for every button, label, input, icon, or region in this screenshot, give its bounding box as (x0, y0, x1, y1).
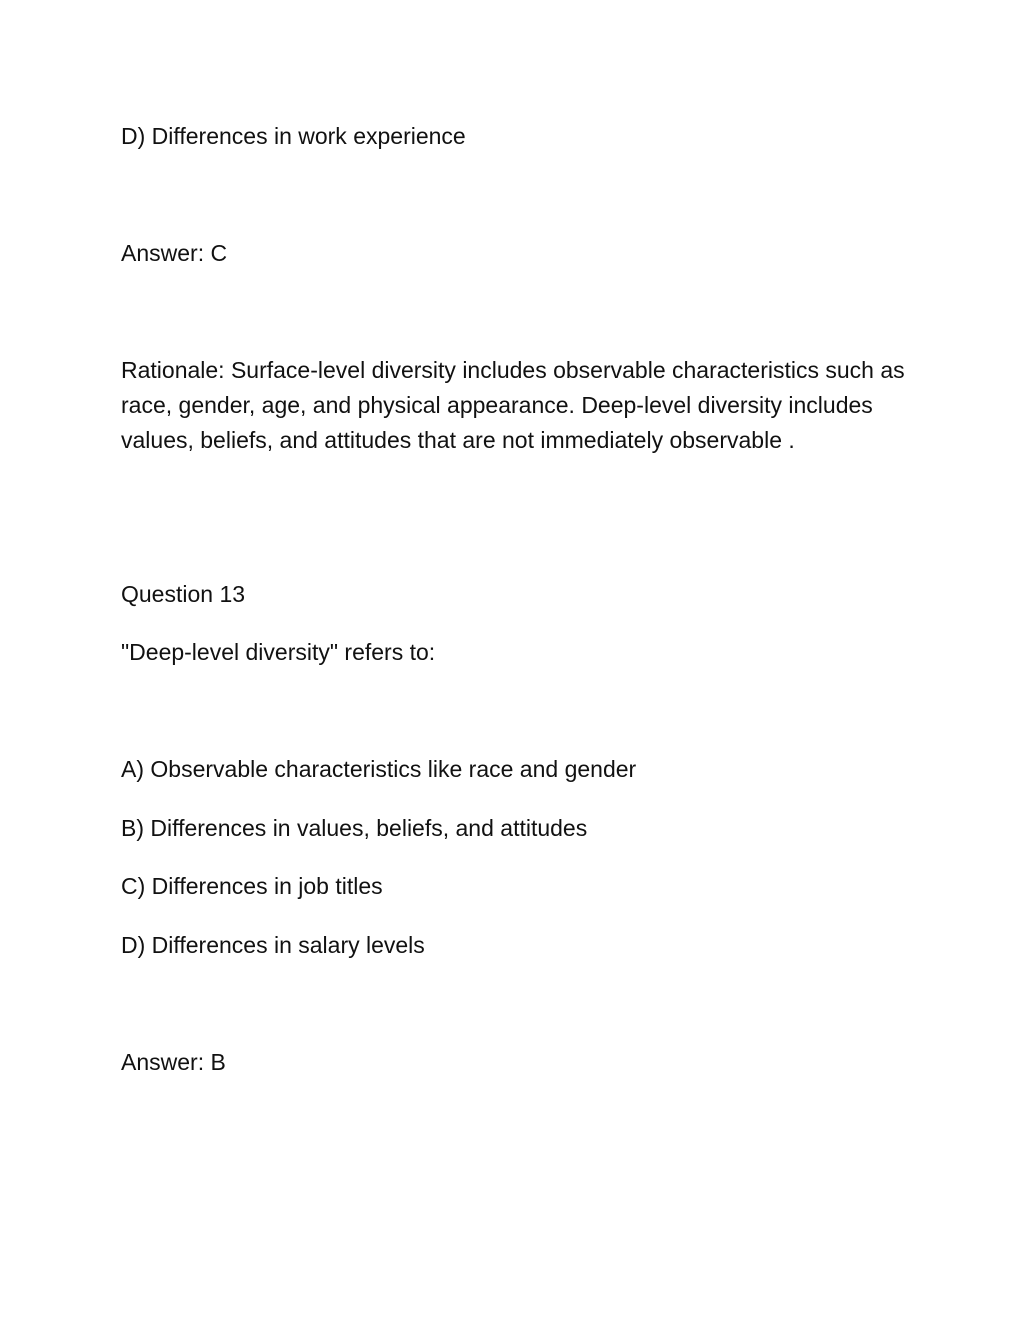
option-d: D) Differences in salary levels (121, 932, 425, 958)
option-d-previous: D) Differences in work experience (121, 123, 466, 149)
answer: Answer: B (121, 1049, 226, 1075)
option-a: A) Observable characteristics like race and gender (121, 756, 637, 782)
rationale-paragraph: Rationale: Surface-level diversity includes observable characteristics such as race, gender, age, and physical appearance. Deep-level diversity includes values, beliefs, and attitudes that are not immediately observable . (121, 357, 905, 453)
answer-previous: Answer: C (121, 240, 228, 266)
option-b: B) Differences in values, beliefs, and attitudes (121, 815, 588, 841)
option-c: C) Differences in job titles (121, 873, 383, 899)
question-heading: Question 13 (121, 581, 246, 607)
question-prompt: "Deep-level diversity" refers to: (121, 639, 436, 665)
